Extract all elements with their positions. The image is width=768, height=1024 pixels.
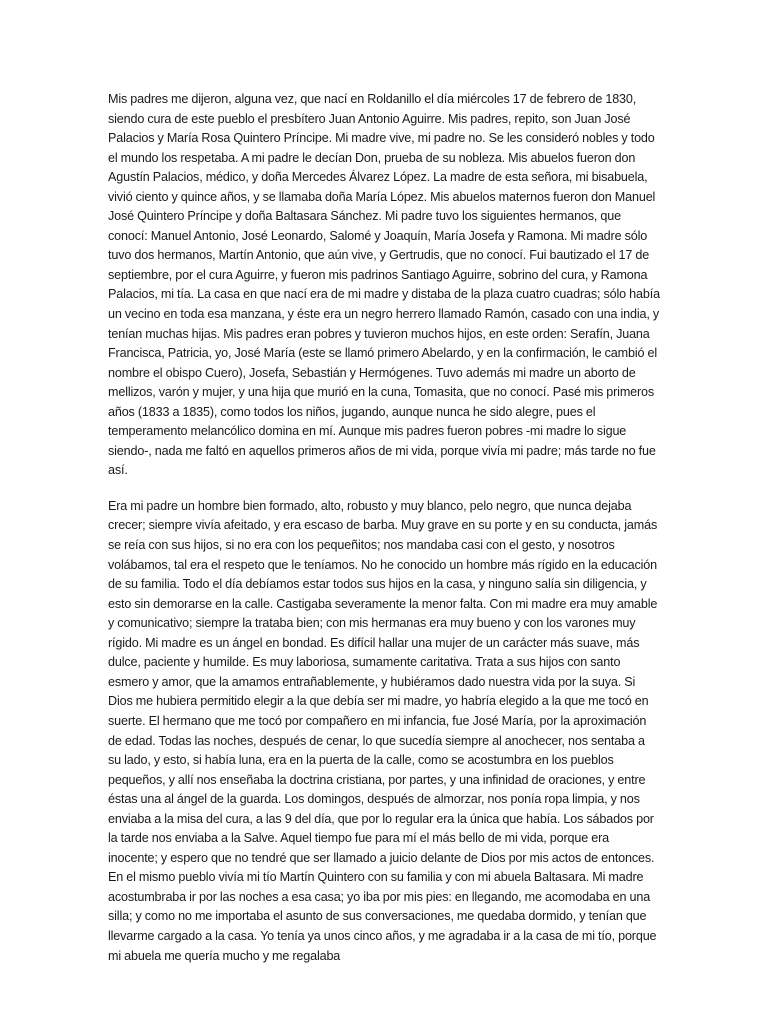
paragraph-2: Era mi padre un hombre bien formado, alto, robusto y muy blanco, pelo negro, que nunca dejaba crecer; siempre vivía afeitado, y era escaso de barba. Muy grave en su porte y en su conducta, jamás se reía con sus hijos, si no era con los pequeñitos; nos mandaba casi con el gesto, y nosotros volábamos, tal era el respeto que le teníamos. No he conocido un hombre más rígido en la educación de su familia. Todo el día debíamos estar todos sus hijos en la casa, y ninguno salía sin diligencia, y esto sin demorarse en la calle. Castigaba severamente la menor falta. Con mi madre era muy amable y comunicativo; siempre la trataba bien; con mis hermanas era muy bueno y con los varones muy rígido. Mi madre es un ángel en bondad. Es difícil hallar una mujer de un carácter más suave, más dulce, paciente y humilde. Es muy laboriosa, sumamente caritativa. Trata a sus hijos con santo esmero y amor, que la amamos entrañablemente, y hubiéramos dado nuestra vida por la suya. Si Dios me hubiera permitido elegir a la que debía ser mi madre, yo habría elegido a la que me tocó en suerte. El hermano que me tocó por compañero en mi infancia, fue José María, por la aproximación de edad. Todas las noches, después de cenar, lo que sucedía siempre al anochecer, nos sentaba a su lado, y esto, si había luna, era en la puerta de la calle, como se acostumbra en los pueblos pequeños, y allí nos enseñaba la doctrina cristiana, por partes, y una infinidad de oraciones, y entre éstas una al ángel de la guarda. Los domingos, después de almorzar, nos ponía ropa limpia, y nos enviaba a la misa del cura, a las 9 del día, que por lo regular era la única que había. Los sábados por la tarde nos enviaba a la Salve. Aquel tiempo fue para mí el más bello de mi vida, porque era inocente; y espero que no tendré que ser llamado a juicio delante de Dios por mis actos de entonces. En el mismo pueblo vivía mi tío Martín Quintero con su familia y con mi abuela Baltasara. Mi madre acostumbraba ir por las noches a esa casa; yo iba por mis pies: en llegando, me acomodaba en una silla; y como no me importaba el asunto de sus conversaciones, me quedaba dormido, y tenían que llevarme cargado a la casa. Yo tenía ya unos cinco años, y me agradaba ir a la casa de mi tío, porque mi abuela me quería mucho y me regalaba <box>108 498 658 963</box>
paragraph-1: Mis padres me dijeron, alguna vez, que nací en Roldanillo el día miércoles 17 de febrero de 1830, siendo cura de este pueblo el presbítero Juan Antonio Aguirre. Mis padres, repito, son Juan José Palacios y María Rosa Quintero Príncipe. Mi madre vive, mi padre no. Se les consideró nobles y todo el mundo los respetaba. A mi padre le decían Don, prueba de su nobleza. Mis abuelos fueron don Agustín Palacios, médico, y doña Mercedes Álvarez López. La madre de esta señora, mi bisabuela, vivió ciento y quince años, y se llamaba doña María López. Mis abuelos maternos fueron don Manuel José Quintero Príncipe y doña Baltasara Sánchez. Mi padre tuvo los siguientes hermanos, que conocí: Manuel Antonio, José Leonardo, Salomé y Joaquín, María Josefa y Ramona. Mi madre sólo tuvo dos hermanos, Martín Antonio, que aún vive, y Gertrudis, que no conocí. Fui bautizado el 17 de septiembre, por el cura Aguirre, y fueron mis padrinos Santiago Aguirre, sobrino del cura, y Ramona Palacios, mi tía. La casa en que nací era de mi madre y distaba de la plaza cuatro cuadras; sólo había un vecino en toda esa manzana, y éste era un negro herrero llamado Ramón, casado con una india, y tenían muchas hijas. Mis padres eran pobres y tuvieron muchos hijos, en este orden: Serafín, Juana Francisca, Patricia, yo, José María (este se llamó primero Abelardo, y en la confirmación, le cambió el nombre el obispo Cuero), Josefa, Sebastián y Hermógenes. Tuvo además mi madre un aborto de mellizos, varón y mujer, y una hija que murió en la cuna, Tomasita, que no conocí. Pasé mis primeros años (1833 a 1835), como todos los niños, jugando, aunque nunca he sido alegre, pues el temperamento melancólico domina en mí. Aunque mis padres fueron pobres -mi madre lo sigue siendo-, nada me faltó en aquellos primeros años de mi vida, porque vivía mi padre; más tarde no fue así. <box>108 92 660 478</box>
document-page <box>108 90 660 982</box>
